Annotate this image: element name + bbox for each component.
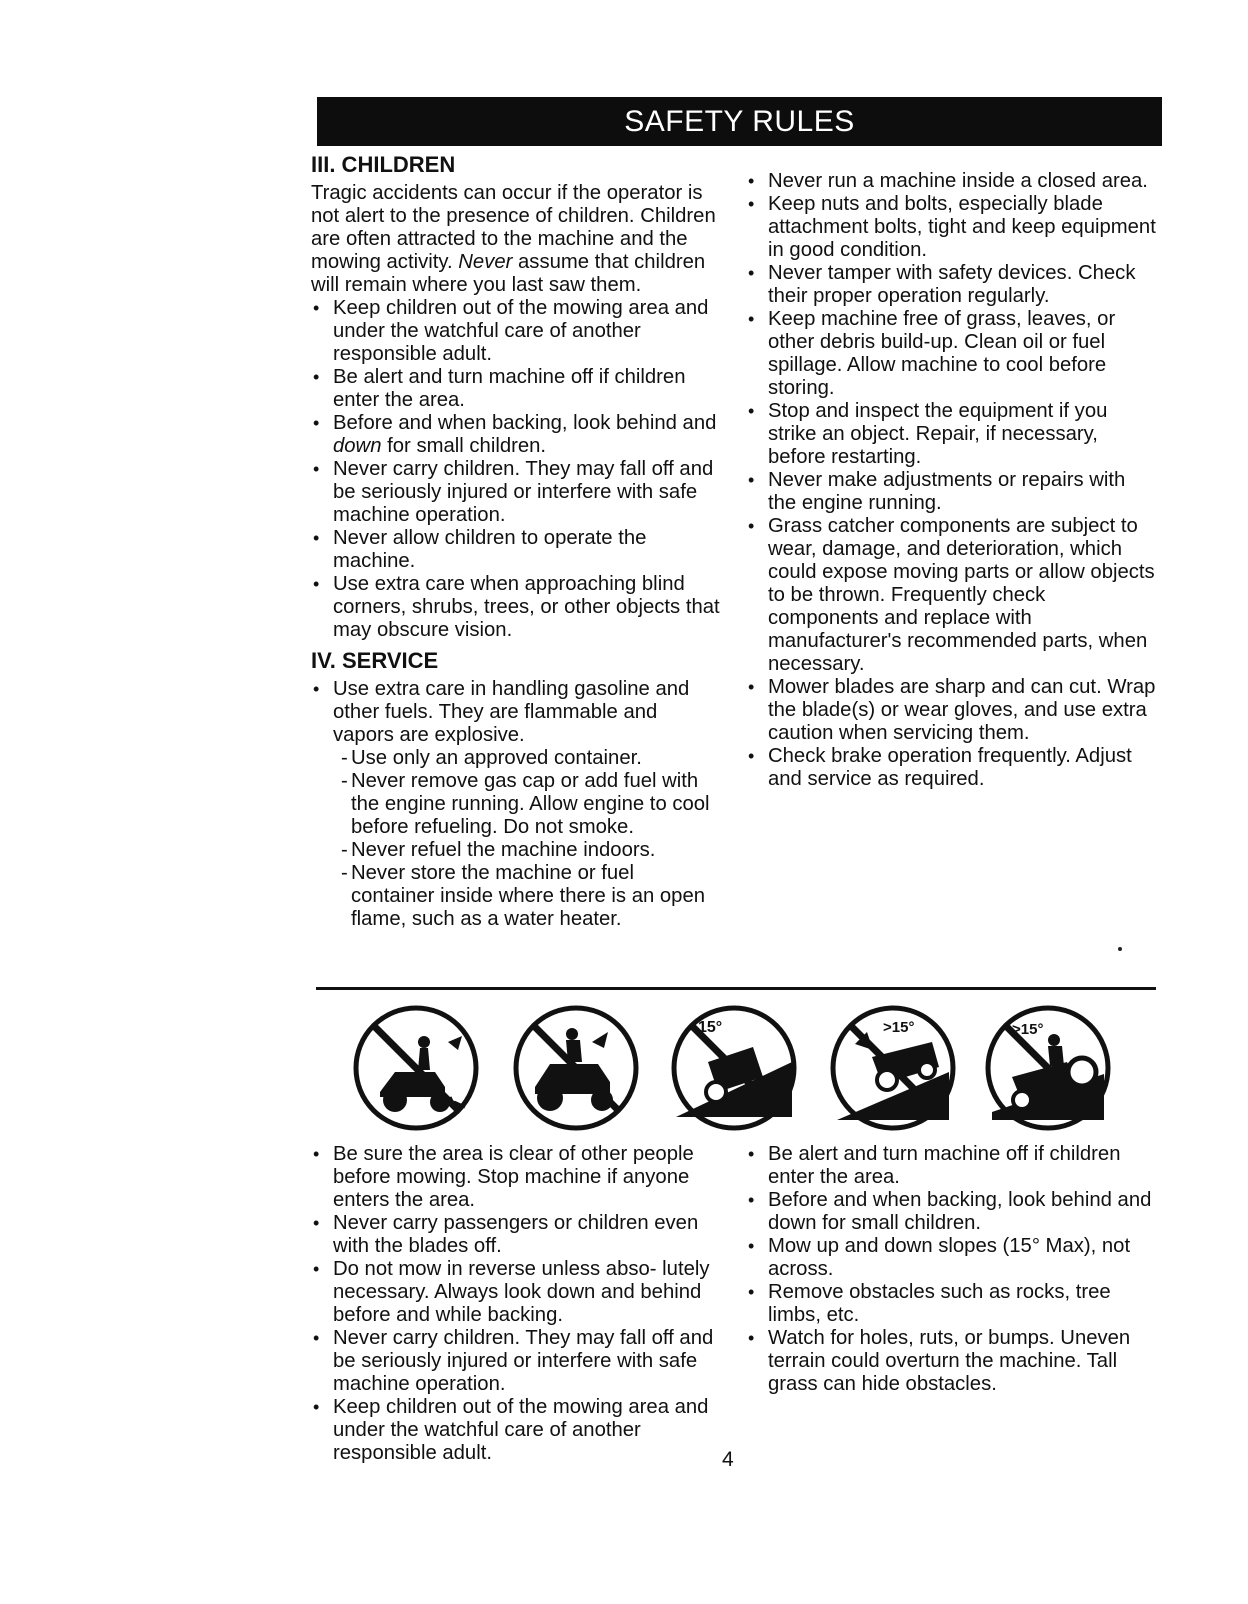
list-item: • Be alert and turn machine off if children enter the area. xyxy=(311,366,721,412)
service-bullets xyxy=(311,678,721,931)
no-side-slope-icon xyxy=(982,1002,1114,1134)
backing-text-end: for small children. xyxy=(381,435,547,457)
list-item: • Keep children out of the mowing area and under the watchful care of another responsible adult. xyxy=(311,1396,721,1465)
sub-list-item: - Never refuel the machine indoors. xyxy=(341,839,721,862)
safety-icons-row xyxy=(350,1002,1120,1132)
sub-list-item: - Never store the machine or fuel container inside where there is an open flame, such as a water heater. xyxy=(341,862,721,931)
list-item: • Do not mow in reverse unless abso- lutely necessary. Always look down and behind before and while backing. xyxy=(311,1258,721,1327)
list-item: • Be sure the area is clear of other people before mowing. Stop machine if anyone enters the area. xyxy=(311,1143,721,1212)
sub-list-item: - Never remove gas cap or add fuel with the engine running. Allow engine to cool before refueling. Do not smoke. xyxy=(341,770,721,839)
list-item: • Never allow children to operate the machine. xyxy=(311,527,721,573)
list-item: • Never run a machine inside a closed area. xyxy=(746,170,1156,193)
intro-text: Tragic accidents can occur if the operator is not alert to the presence of children. Children are often attracted to the machine and the mowing activity. xyxy=(311,182,716,273)
list-item: • Remove obstacles such as rocks, tree limbs, etc. xyxy=(746,1281,1158,1327)
list-item: • Never carry passengers or children even with the blades off. xyxy=(311,1212,721,1258)
list-item: • Never tamper with safety devices. Check their proper operation regularly. xyxy=(746,262,1156,308)
no-passengers-icon xyxy=(510,1002,642,1134)
list-item: • Mower blades are sharp and can cut. Wrap the blade(s) or wear gloves, and use extra caution when servicing them. xyxy=(746,676,1156,745)
right-column xyxy=(746,170,1156,791)
speck xyxy=(1118,947,1122,951)
left-column xyxy=(311,152,721,931)
list-item: • Never make adjustments or repairs with the engine running. xyxy=(746,469,1156,515)
service-heading: IV. SERVICE xyxy=(311,648,439,673)
intro-emphasis: Never xyxy=(458,251,513,273)
slope-label: 15° xyxy=(698,1019,723,1036)
list-item: • Never carry children. They may fall off and be seriously injured or interfere with safe machine operation. xyxy=(311,458,721,527)
list-item: • Before and when backing, look behind and down for small children. xyxy=(746,1189,1158,1235)
list-item: • Keep children out of the mowing area and under the watchful care of another responsible adult. xyxy=(311,297,721,366)
backing-text: Before and when backing, look behind and xyxy=(333,412,717,434)
list-item: • Use extra care when approaching blind corners, shrubs, trees, or other objects that may obscure vision. xyxy=(311,573,721,642)
list-item: • Keep nuts and bolts, especially blade attachment bolts, tight and keep equipment in good condition. xyxy=(746,193,1156,262)
no-steep-slope-overturn-icon xyxy=(827,1002,959,1134)
bottom-left-column xyxy=(311,1143,721,1465)
backing-emphasis: down xyxy=(333,435,382,457)
list-item: • Be alert and turn machine off if children enter the area. xyxy=(746,1143,1158,1189)
intro-text-end: assume that children will remain where you last saw them. xyxy=(311,251,706,296)
list-item: • Grass catcher components are subject to wear, damage, and deterioration, which could expose moving parts or allow objects to be thrown. Frequently check components and replace with manufacturer's recommended parts, when necessary. xyxy=(746,515,1156,676)
list-item: • Watch for holes, ruts, or bumps. Uneven terrain could overturn the machine. Tall grass can hide obstacles. xyxy=(746,1327,1158,1396)
bottom-right-bullets xyxy=(746,1143,1158,1396)
list-item xyxy=(311,678,721,931)
children-intro xyxy=(311,182,721,297)
no-slope-over-15-degrees-icon xyxy=(668,1002,800,1134)
right-bullets xyxy=(746,170,1156,791)
list-item: • Never carry children. They may fall off and be seriously injured or interfere with safe machine operation. xyxy=(311,1327,721,1396)
list-item: • Mow up and down slopes (15° Max), not across. xyxy=(746,1235,1158,1281)
section-divider xyxy=(316,987,1156,990)
list-item xyxy=(311,412,721,458)
list-item: • Check brake operation frequently. Adjust and service as required. xyxy=(746,745,1156,791)
slope-label: >15° xyxy=(883,1019,915,1036)
children-heading: III. CHILDREN xyxy=(311,152,456,177)
service-subitems xyxy=(333,747,721,931)
list-item: • Keep machine free of grass, leaves, or other debris build-up. Clean oil or fuel spillage. Allow machine to cool before storing. xyxy=(746,308,1156,400)
children-bullets xyxy=(311,297,721,642)
no-children-nearby-icon xyxy=(350,1002,482,1134)
page-number: 4 xyxy=(722,1448,734,1471)
bottom-right-column xyxy=(746,1143,1158,1396)
safety-rules-banner: SAFETY RULES xyxy=(317,97,1162,146)
list-item: • Stop and inspect the equipment if you strike an object. Repair, if necessary, before restarting. xyxy=(746,400,1156,469)
slope-label: >15° xyxy=(1012,1021,1044,1038)
sub-list-item: - Use only an approved container. xyxy=(341,747,721,770)
service-bullet-text: Use extra care in handling gasoline and other fuels. They are flammable and vapors are explosive. xyxy=(333,678,690,746)
bottom-left-bullets xyxy=(311,1143,721,1465)
